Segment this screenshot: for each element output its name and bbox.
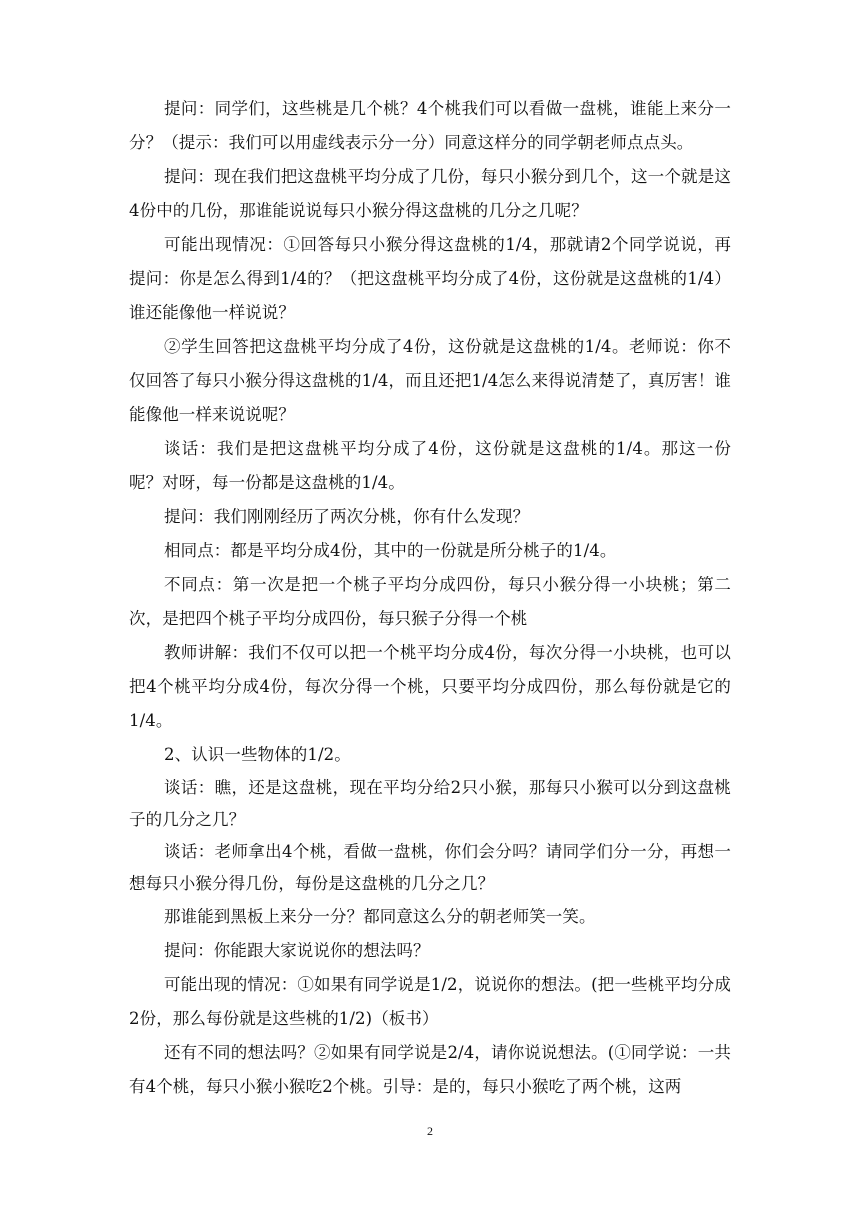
paragraph: 提问：你能跟大家说说你的想法吗？ — [164, 941, 430, 960]
paragraph: 教师讲解：我们不仅可以把一个桃平均分成4份，每次分得一小块桃，也可以把4个桃平均分成4份，每次分得一个桃，只要平均分成四份，那么每份就是它的1/4。 — [129, 643, 731, 730]
paragraph: 可能出现情况：①回答每只小猴分得这盘桃的1/4，那就请2个同学说说，再提问：你是怎么得到1/4的？（把这盘桃平均分成了4份，这份就是这盘桃的1/4）谁还能像他一样说说？ — [129, 235, 731, 322]
paragraph: 相同点：都是平均分成4份，其中的一份就是所分桃子的1/4。 — [164, 541, 617, 560]
paragraph: 谈话：老师拿出4个桃，看做一盘桃，你们会分吗？请同学们分一分，再想一想每只小猴分得几份，每份是这盘桃的几分之几？ — [129, 842, 731, 893]
document-body — [129, 92, 731, 1104]
paragraph: 不同点：第一次是把一个桃子平均分成四份，每只小猴分得一小块桃；第二次，是把四个桃子平均分成四份，每只猴子分得一个桃 — [129, 575, 731, 628]
paragraph: 提问：现在我们把这盘桃平均分成了几份，每只小猴分到几个，这一个就是这4份中的几份，那谁能说说每只小猴分得这盘桃的几分之几呢？ — [129, 167, 731, 220]
paragraph: 提问：我们刚刚经历了两次分桃，你有什么发现？ — [164, 507, 530, 526]
paragraph: 提问：同学们，这些桃是几个桃？4个桃我们可以看做一盘桃，谁能上来分一分？（提示：我们可以用虚线表示分一分）同意这样分的同学朝老师点点头。 — [129, 99, 731, 152]
paragraph: 还有不同的想法吗？②如果有同学说是2/4，请你说说想法。(①同学说：一共有4个桃，每只小猴小猴吃2个桃。引导：是的，每只小猴吃了两个桃，这两 — [129, 1043, 731, 1096]
paragraph: 可能出现的情况：①如果有同学说是1/2，说说你的想法。(把一些桃平均分成2份，那么每份就是这些桃的1/2)（板书） — [129, 975, 731, 1028]
paragraph: 那谁能到黑板上来分一分？都同意这么分的朝老师笑一笑。 — [164, 907, 596, 926]
section-heading: 2、认识一些物体的1/2。 — [164, 745, 351, 764]
paragraph: 谈话：我们是把这盘桃平均分成了4份，这份就是这盘桃的1/4。那这一份呢？对呀，每一份都是这盘桃的1/4。 — [129, 439, 731, 492]
paragraph: 谈话：瞧，还是这盘桃，现在平均分给2只小猴，那每只小猴可以分到这盘桃子的几分之几？ — [129, 778, 731, 829]
page-number: 2 — [427, 1124, 433, 1138]
paragraph: ②学生回答把这盘桃平均分成了4份，这份就是这盘桃的1/4。老师说：你不仅回答了每只小猴分得这盘桃的1/4，而且还把1/4怎么来得说清楚了，真厉害！谁能像他一样来说说呢？ — [129, 337, 731, 424]
